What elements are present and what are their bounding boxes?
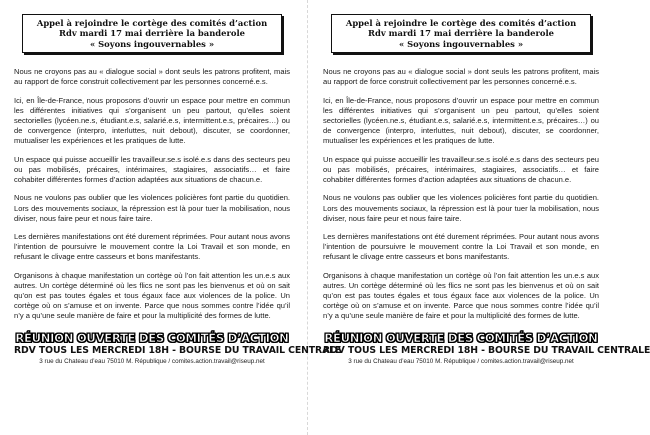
paragraph: Ici, en Île-de-France, nous proposons d’ouvrir un espace pour mettre en commun les différentes initiatives qui s’organisent un peu partout, qu’elles soient sectorielles (lycéen.ne.s, étudiant.e.s, salarié.e.s, intermittent.e.s, précaires…) ou de convergence (interpro, interluttes, nuit debout), discuter, se coordonner, mutualiser les expériences et les pratiques de lutte. xyxy=(14,95,290,146)
footer-title: RÉUNION OUVERTE DES COMITÉS D’ACTION xyxy=(324,331,598,345)
paragraph: Nous ne croyons pas au « dialogue social » dont seuls les patrons profitent, mais au rapport de force construit collectivement par les personnes concerné.e.s. xyxy=(14,67,290,87)
header-line-1: Appel à rejoindre le cortège des comités d’action xyxy=(345,18,577,28)
paragraph: Les dernières manifestations ont été durement réprimées. Pour autant nous avons l’intention de poursuivre le mouvement contre la Loi Travail et son monde, en refusant le clivage entre casseurs et bons manifestants. xyxy=(14,232,290,262)
footer-title: RÉUNION OUVERTE DES COMITÉS D’ACTION xyxy=(15,331,289,345)
header-line-2: Rdv mardi 17 mai derrière la banderole xyxy=(368,28,554,39)
header-line-3: « Soyons ingouvernables » xyxy=(398,38,524,49)
paragraph: Nous ne voulons pas oublier que les violences policières font partie du quotidien. Lors des mouvements sociaux, la répression est là pour tuer la mobilisation, nous diviser, nous faire peur et nous faire taire. xyxy=(323,193,599,223)
flyer-body xyxy=(14,67,290,321)
flyer-footer-left xyxy=(14,331,342,366)
paragraph: Nous ne voulons pas oublier que les violences policières font partie du quotidien. Lors des mouvements sociaux, la répression est là pour tuer la mobilisation, nous diviser, nous faire peur et nous faire taire. xyxy=(14,193,290,223)
header-line-3: « Soyons ingouvernables » xyxy=(89,38,215,49)
paragraph: Organisons à chaque manifestation un cortège où l’on fait attention les un.e.s aux autres. Un cortège déterminé où les flics ne sont pas les bienvenus et où on sait qu’on est pas toutes égales et tous égaux face aux violences de la police. Un cortège où on s’amuse et on invente. Parce que nous sommes contre l’idée qu’il n’y a qu’une seule manière de faire et pour la multiplicité des formes de lutte. xyxy=(323,270,599,321)
paragraph: Un espace qui puisse accueillir les travailleur.se.s isolé.e.s dans des secteurs peu ou pas mobilisés, précaires, intérimaires, stagiaires, associatifs… et faire cohabiter différentes formes d’action adaptées aux situations de chacun.e. xyxy=(323,154,599,184)
flyer-header-box xyxy=(22,14,282,53)
cut-line-divider xyxy=(307,0,308,435)
paragraph: Nous ne croyons pas au « dialogue social » dont seuls les patrons profitent, mais au rapport de force construit collectivement par les personnes concerné.e.s. xyxy=(323,67,599,87)
footer-address: 3 rue du Chateau d’eau 75010 M. République / comites.action.travail@riseup.net xyxy=(348,358,574,365)
footer-subtitle: RDV TOUS LES MERCREDI 18H - BOURSE DU TRAVAIL CENTRALE xyxy=(323,345,650,356)
flyer-footer-right xyxy=(323,331,650,366)
paragraph: Organisons à chaque manifestation un cortège où l’on fait attention les un.e.s aux autres. Un cortège déterminé où les flics ne sont pas les bienvenus et où on sait qu’on est pas toutes égales et tous égaux face aux violences de la police. Un cortège où on s’amuse et on invente. Parce que nous sommes contre l’idée qu’il n’y a qu’une seule manière de faire et pour la multiplicité des formes de lutte. xyxy=(14,270,290,321)
header-line-2: Rdv mardi 17 mai derrière la banderole xyxy=(59,28,245,39)
footer-subtitle: RDV TOUS LES MERCREDI 18H - BOURSE DU TRAVAIL CENTRALE xyxy=(14,345,342,356)
flyer-copy-right xyxy=(323,14,599,330)
footer-address: 3 rue du Chateau d’eau 75010 M. République / comites.action.travail@riseup.net xyxy=(39,358,265,365)
flyer-header-box xyxy=(331,14,591,53)
paragraph: Les dernières manifestations ont été durement réprimées. Pour autant nous avons l’intention de poursuivre le mouvement contre la Loi Travail et son monde, en refusant le clivage entre casseurs et bons manifestants. xyxy=(323,232,599,262)
flyer-body xyxy=(323,67,599,321)
paragraph: Un espace qui puisse accueillir les travailleur.se.s isolé.e.s dans des secteurs peu ou pas mobilisés, précaires, intérimaires, stagiaires, associatifs… et faire cohabiter différentes formes d’action adaptées aux situations de chacun.e. xyxy=(14,154,290,184)
header-line-1: Appel à rejoindre le cortège des comités d’action xyxy=(36,18,268,28)
paragraph: Ici, en Île-de-France, nous proposons d’ouvrir un espace pour mettre en commun les différentes initiatives qui s’organisent un peu partout, qu’elles soient sectorielles (lycéen.ne.s, étudiant.e.s, salarié.e.s, intermittent.e.s, précaires…) ou de convergence (interpro, interluttes, nuit debout), discuter, se coordonner, mutualiser les expériences et les pratiques de lutte. xyxy=(323,95,599,146)
flyer-copy-left xyxy=(14,14,290,330)
